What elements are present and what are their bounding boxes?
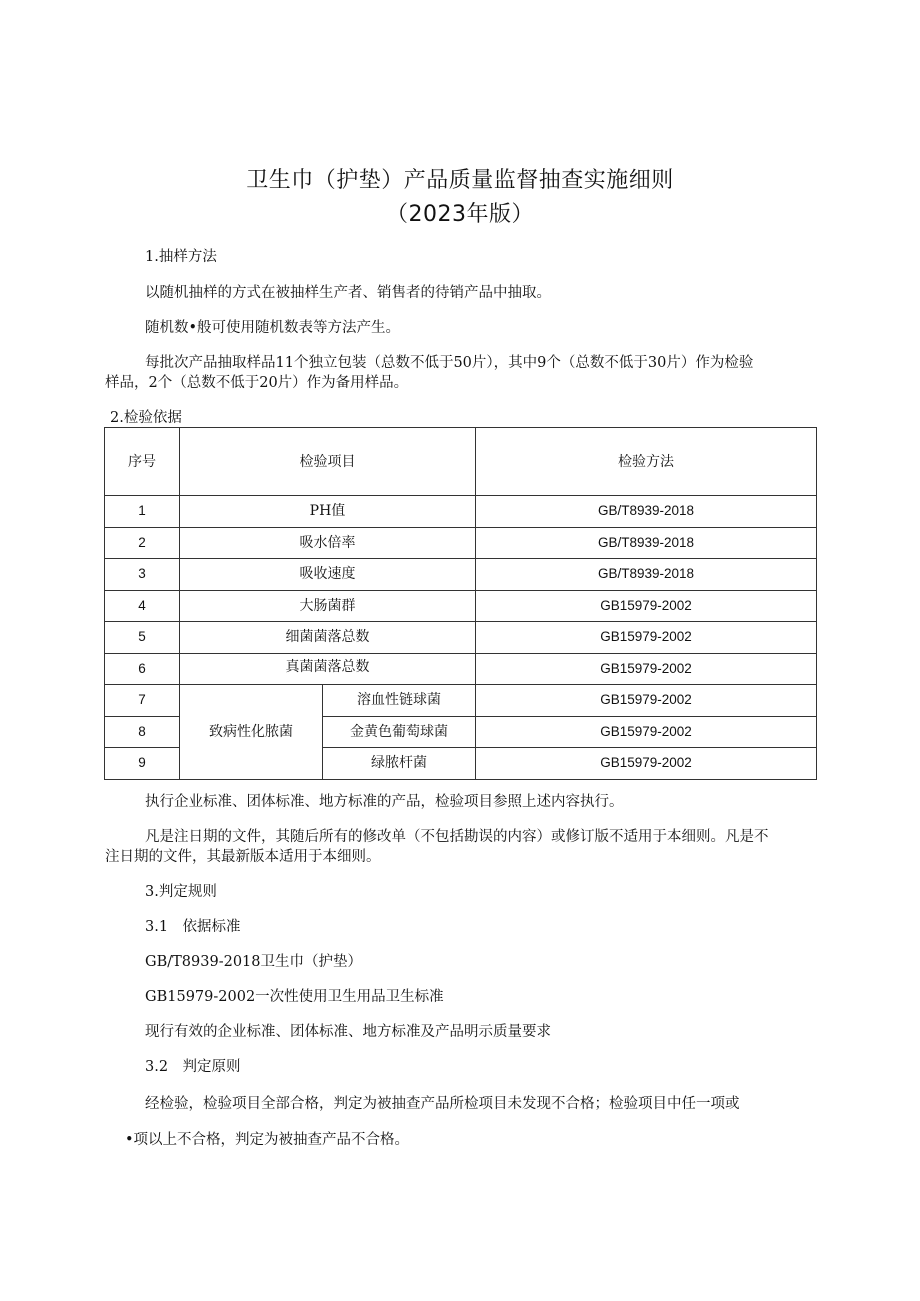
- document-subtitle: （2023年版）: [386, 202, 534, 227]
- header-item: 检验项目: [180, 428, 476, 496]
- row-no: 1: [105, 496, 180, 528]
- row-item: PH值: [180, 496, 476, 528]
- row-item: 真菌菌落总数: [180, 653, 476, 685]
- row-item: 吸收速度: [180, 559, 476, 591]
- row-no: 5: [105, 622, 180, 654]
- row-method: GB/T8939-2018: [476, 527, 817, 559]
- section-3-2-paragraph-line-1: 经检验，检验项目全部合格，判定为被抽查产品所检项目未发现不合格；检验项目中任一项或: [145, 1096, 740, 1112]
- row-method: GB15979-2002: [476, 748, 817, 780]
- standard-2: GB15979-2002一次性使用卫生用品卫生标准: [145, 989, 444, 1005]
- document-title: 卫生巾（护垫）产品质量监督抽查实施细则: [246, 168, 674, 193]
- section-3-1-heading: 3.1 依据标准: [145, 919, 241, 935]
- table-row: [105, 622, 817, 654]
- row-method: GB15979-2002: [476, 622, 817, 654]
- after-table-paragraph-2-line-1: 凡是注日期的文件，其随后所有的修改单（不包括勘误的内容）或修订版不适用于本细则。凡是不: [145, 829, 769, 845]
- table-header-row: [105, 428, 817, 496]
- section-3-2-heading: 3.2 判定原则: [145, 1059, 241, 1075]
- section-1-paragraph-3-line-2: 样品，2个（总数不低于20片）作为备用样品。: [105, 375, 409, 391]
- table-row: [105, 685, 817, 717]
- header-no: 序号: [105, 428, 180, 496]
- row-item: 金黄色葡萄球菌: [323, 716, 476, 748]
- row-method: GB15979-2002: [476, 685, 817, 717]
- row-method: GB15979-2002: [476, 716, 817, 748]
- inspection-table: [104, 427, 817, 780]
- section-2-heading: 2.检验依据: [110, 410, 182, 426]
- section-1-heading: 1.抽样方法: [145, 249, 217, 265]
- after-table-paragraph-1: 执行企业标准、团体标准、地方标准的产品，检验项目参照上述内容执行。: [145, 794, 624, 810]
- section-1-paragraph-2: 随机数•般可使用随机数表等方法产生。: [145, 320, 401, 336]
- table-row: [105, 590, 817, 622]
- section-3-heading: 3.判定规则: [145, 884, 217, 900]
- table-row: [105, 653, 817, 685]
- section-3-2-paragraph-line-2: •项以上不合格，判定为被抽查产品不合格。: [125, 1132, 410, 1148]
- header-method: 检验方法: [476, 428, 817, 496]
- table-row: [105, 496, 817, 528]
- row-no: 7: [105, 685, 180, 717]
- table-row: [105, 527, 817, 559]
- standard-1: GB/T8939-2018卫生巾（护垫）: [145, 954, 362, 970]
- row-no: 4: [105, 590, 180, 622]
- row-item: 大肠菌群: [180, 590, 476, 622]
- row-method: GB15979-2002: [476, 590, 817, 622]
- section-1-paragraph-3-line-1: 每批次产品抽取样品11个独立包装（总数不低于50片），其中9个（总数不低于30片）作为检验: [145, 355, 754, 371]
- row-no: 8: [105, 716, 180, 748]
- row-item: 吸水倍率: [180, 527, 476, 559]
- after-table-paragraph-2-line-2: 注日期的文件，其最新版本适用于本细则。: [105, 849, 381, 865]
- group-label: 致病性化脓菌: [180, 685, 323, 780]
- row-no: 9: [105, 748, 180, 780]
- row-no: 6: [105, 653, 180, 685]
- row-method: GB/T8939-2018: [476, 496, 817, 528]
- section-1-paragraph-1: 以随机抽样的方式在被抽样生产者、销售者的待销产品中抽取。: [145, 285, 551, 301]
- row-item: 细菌菌落总数: [180, 622, 476, 654]
- row-method: GB/T8939-2018: [476, 559, 817, 591]
- row-no: 3: [105, 559, 180, 591]
- standard-3: 现行有效的企业标准、团体标准、地方标准及产品明示质量要求: [145, 1024, 551, 1040]
- row-item: 绿脓杆菌: [323, 748, 476, 780]
- row-item: 溶血性链球菌: [323, 685, 476, 717]
- row-no: 2: [105, 527, 180, 559]
- row-method: GB15979-2002: [476, 653, 817, 685]
- table-row: [105, 559, 817, 591]
